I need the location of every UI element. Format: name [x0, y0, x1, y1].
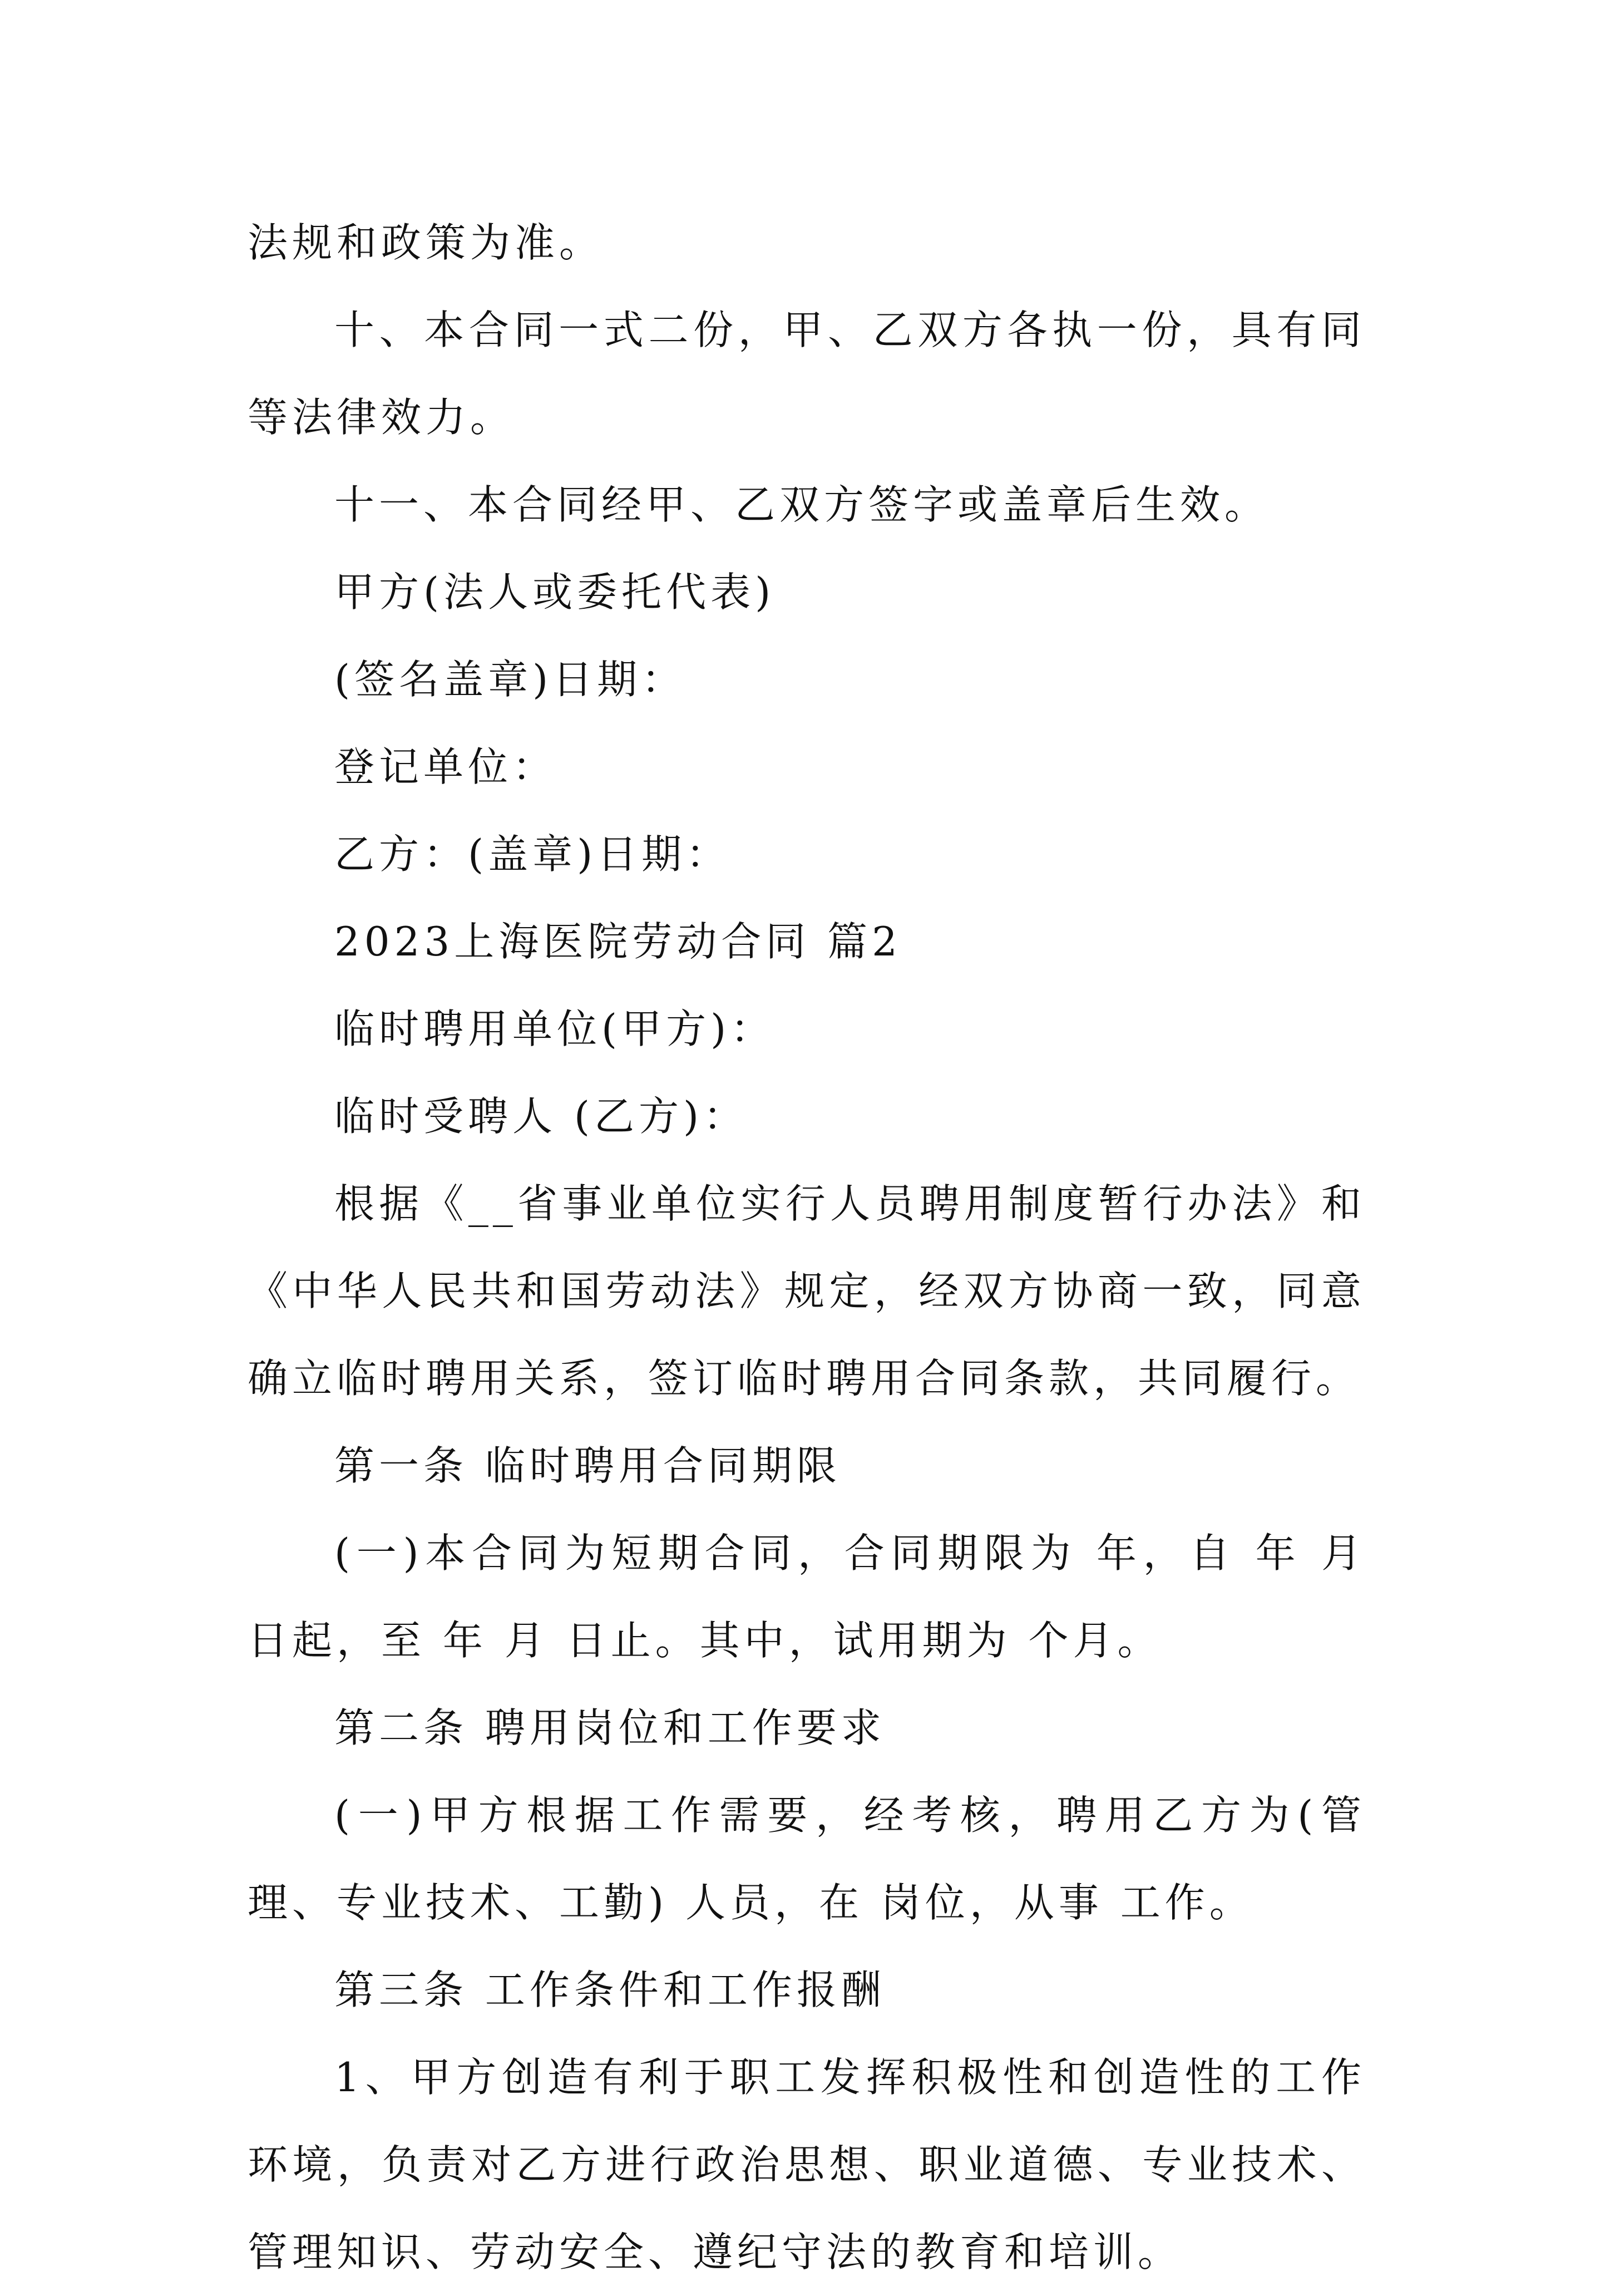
article-3-clause-1: 1、甲方创造有利于职工发挥积极性和创造性的工作环境，负责对乙方进行政治思想、职业道德、专业技术、管理知识、劳动安全、遵纪守法的教育和培训。 [248, 2054, 1366, 2275]
section-heading-part-2: 2023上海医院劳动合同 篇2 [334, 918, 902, 965]
temporary-employee-line: 临时受聘人 (乙方)： [334, 1093, 748, 1140]
paragraph-regulations-end: 法规和政策为准。 [248, 219, 604, 266]
article-1-clause-1: (一)本合同为短期合同，合同期限为 年，自 年 月 日起，至 年 月 日止。其中，试用期为 个月。 [248, 1530, 1366, 1664]
article-2-clause-1: (一)甲方根据工作需要，经考核，聘用乙方为(管理、专业技术、工勤) 人员，在 岗位，从事 工作。 [248, 1792, 1366, 1926]
article-1-heading: 第一条 临时聘用合同期限 [334, 1442, 841, 1489]
temporary-employer-line: 临时聘用单位(甲方)： [334, 1006, 776, 1052]
paragraph-article-11: 十一、本合同经甲、乙双方签字或盖章后生效。 [334, 481, 1270, 528]
registration-unit-line: 登记单位： [334, 743, 557, 790]
article-3-heading: 第三条 工作条件和工作报酬 [334, 1967, 886, 2013]
paragraph-article-10: 十、本合同一式二份，甲、乙双方各执一份，具有同等法律效力。 [248, 307, 1366, 441]
party-a-seal-date-line: (签名盖章)日期： [334, 656, 687, 703]
party-b-seal-date-line: 乙方：(盖章)日期： [334, 831, 731, 878]
paragraph-legal-basis: 根据《__省事业单位实行人员聘用制度暂行办法》和《中华人民共和国劳动法》规定，经双方协商一致，同意确立临时聘用关系，签订临时聘用合同条款，共同履行。 [248, 1180, 1366, 1402]
party-a-signature-line: 甲方(法人或委托代表) [334, 569, 776, 615]
article-2-heading: 第二条 聘用岗位和工作要求 [334, 1704, 886, 1751]
document-body [248, 199, 1366, 2296]
